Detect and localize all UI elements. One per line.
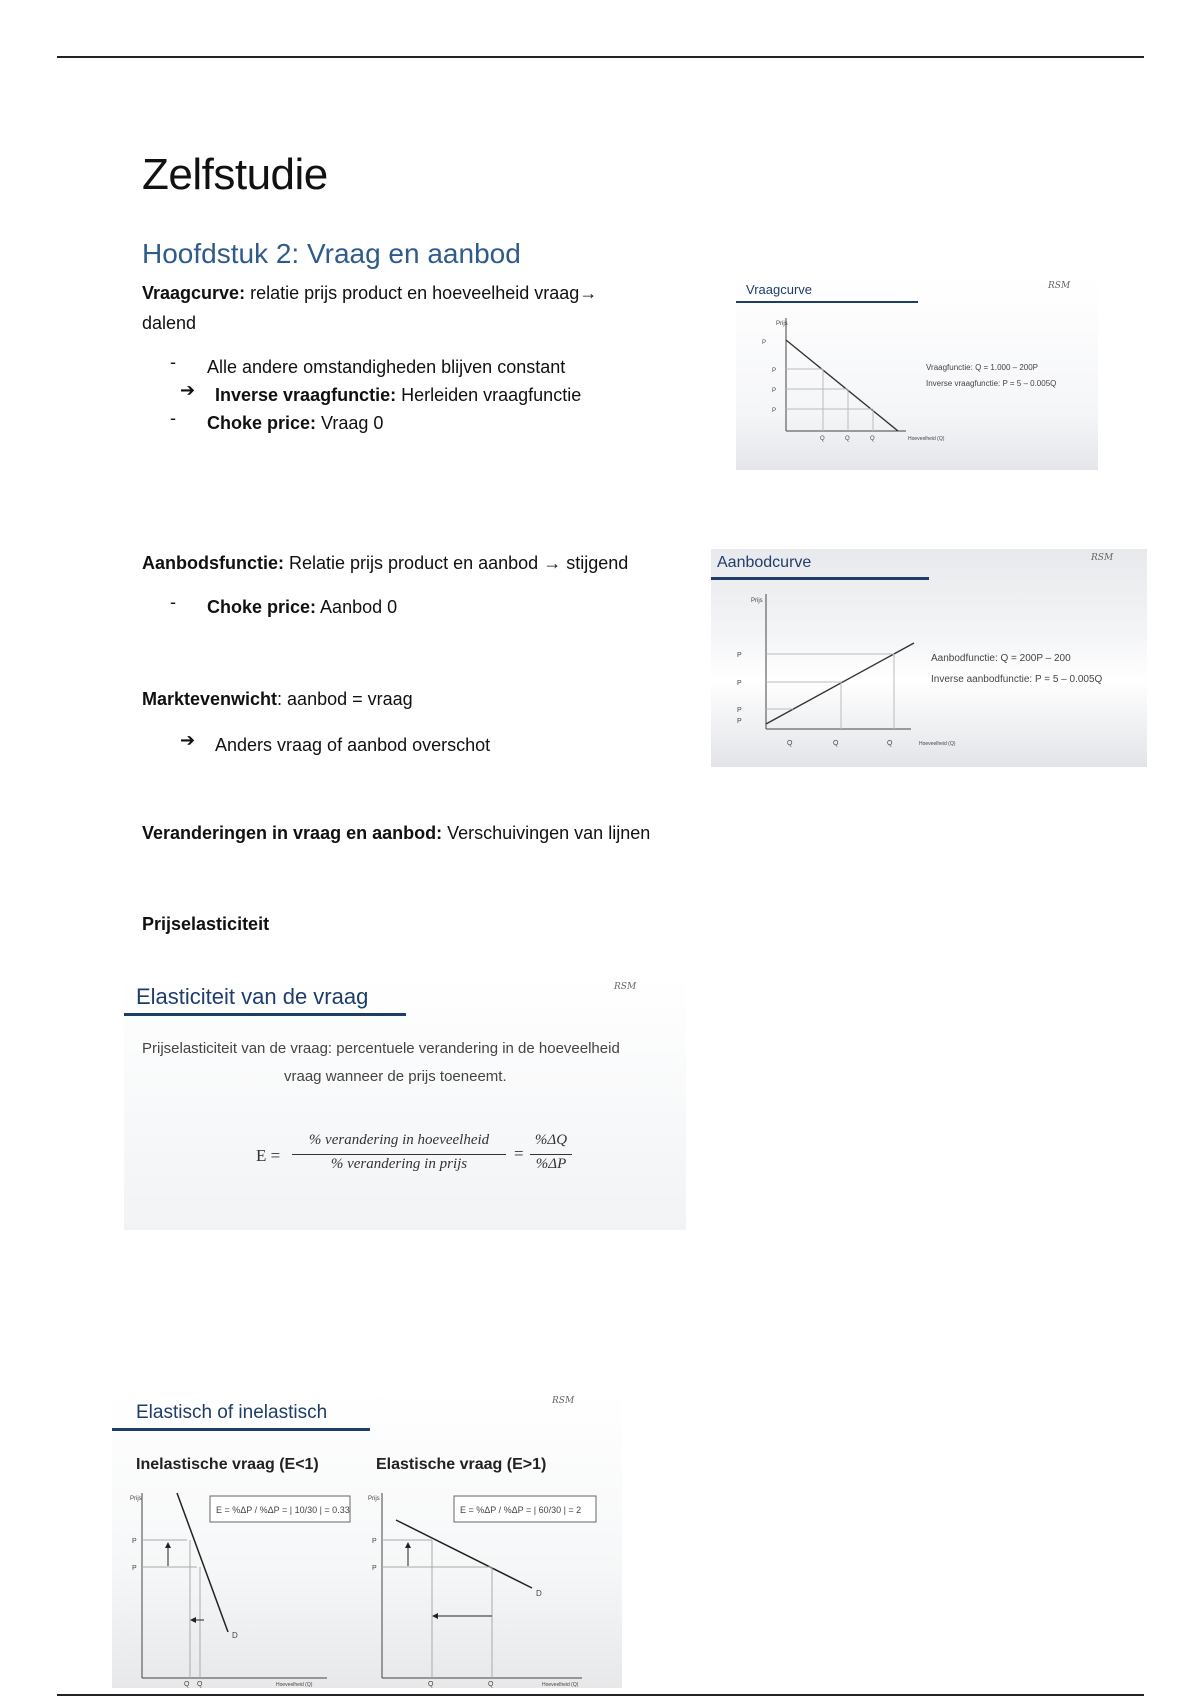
inverse-vraagfunctie — [215, 380, 581, 410]
q-label: Q — [887, 740, 893, 747]
y-axis-label: Prijs — [130, 1496, 142, 1502]
veranderingen-paragraph — [142, 818, 650, 848]
veranderingen-text: Verschuivingen van lijnen — [447, 823, 651, 843]
rsm-logo: RSM — [1048, 281, 1071, 291]
slide-title: Elasticiteit van de vraag — [136, 984, 369, 1009]
p-choke-label: P — [762, 340, 767, 346]
inverse-term: Inverse vraagfunctie: — [215, 385, 397, 405]
formula-denominator: % verandering in prijs — [330, 1156, 468, 1172]
choke-text: Vraag 0 — [321, 413, 384, 433]
marktevenwicht-paragraph — [142, 684, 413, 714]
slide-elasticiteit — [124, 972, 686, 1230]
inverse-text: Herleiden vraagfunctie — [401, 385, 582, 405]
p-label: P — [372, 1565, 377, 1572]
elastic-title: Elastische vraag (E>1) — [376, 1456, 547, 1473]
top-rule — [57, 56, 1144, 58]
inverse-vraagfunctie-formula: Inverse vraagfunctie: P = 5 – 0.005Q — [926, 379, 1057, 388]
slide-aanbodcurve — [711, 549, 1147, 767]
slide-elastisch — [112, 1388, 622, 1688]
rsm-logo: RSM — [552, 1396, 575, 1406]
marktevenwicht-term: Marktevenwicht — [142, 689, 278, 709]
inelastic-formula: E = %ΔP / %ΔP = | 10/30 | = 0.33 — [216, 1505, 350, 1515]
p-choke-label: P — [737, 718, 742, 725]
aanbodcurve-chart — [711, 549, 1147, 767]
choke-term: Choke price: — [207, 597, 317, 617]
inelastic-title: Inelastische vraag (E<1) — [136, 1456, 319, 1473]
x-axis-label: Hoeveelheid (Q) — [542, 1682, 579, 1688]
aanbodsfunctie-term: Aanbodsfunctie: — [142, 553, 284, 573]
p-label: P — [772, 408, 777, 414]
veranderingen-term: Veranderingen in vraag en aanbod: — [142, 823, 443, 843]
y-axis-label: Prijs — [776, 321, 788, 327]
inverse-aanbodfunctie-formula: Inverse aanbodfunctie: P = 5 – 0.005Q — [931, 674, 1103, 685]
marktevenwicht-text: : aanbod = vraag — [277, 689, 413, 709]
formula-rhs-bar — [530, 1154, 572, 1155]
p-label: P — [772, 388, 777, 394]
q-label: Q — [820, 436, 825, 442]
formula-lhs: E = — [256, 1146, 281, 1165]
page-title: Zelfstudie — [142, 150, 328, 199]
definition-line-2: vraag wanneer de prijs toeneemt. — [284, 1068, 507, 1085]
vraagcurve-text-2: dalend — [142, 313, 197, 333]
q-label: Q — [197, 1681, 203, 1688]
p-label: P — [737, 707, 742, 714]
arrow-icon: → — [579, 283, 598, 303]
aanbodsfunctie-text: Relatie prijs product en aanbod — [289, 553, 539, 573]
bottom-rule — [57, 1694, 1144, 1696]
vraagfunctie-formula: Vraagfunctie: Q = 1.000 – 200P — [926, 363, 1039, 372]
slide-title: Vraagcurve — [746, 282, 812, 297]
vraagcurve-term: Vraagcurve: — [142, 283, 246, 303]
p-label: P — [737, 680, 742, 687]
x-axis-label: Hoeveelheid (Q) — [908, 436, 945, 442]
y-axis-label: Prijs — [368, 1496, 380, 1502]
vraagcurve-chart — [736, 278, 1098, 470]
p-label: P — [737, 652, 742, 659]
demand-label: D — [536, 1589, 542, 1598]
aanbodsfunctie-after-arrow: stijgend — [566, 553, 629, 573]
bullet-dash: - — [170, 408, 176, 428]
aanbodsfunctie-paragraph — [142, 548, 628, 578]
formula-numerator: % verandering in hoeveelheid — [308, 1132, 490, 1148]
choke-term: Choke price: — [207, 413, 317, 433]
y-axis-label: Prijs — [751, 598, 763, 604]
p-label: P — [132, 1565, 137, 1572]
slide-title: Aanbodcurve — [717, 554, 812, 571]
choke-text: Aanbod 0 — [320, 597, 398, 617]
slide-vraagcurve — [736, 278, 1098, 470]
q-label: Q — [428, 1681, 434, 1688]
arrow-icon: ➔ — [180, 730, 196, 750]
vraagcurve-text: relatie prijs product en hoeveelheid vraag — [250, 283, 580, 303]
rsm-logo: RSM — [614, 982, 637, 992]
definition-line-1: Prijselasticiteit van de vraag: percentuele verandering in de hoeveelheid — [142, 1040, 620, 1057]
p-label: P — [772, 368, 777, 374]
q-label: Q — [845, 436, 850, 442]
q-label: Q — [870, 436, 875, 442]
aanbodfunctie-formula: Aanbodfunctie: Q = 200P – 200 — [931, 653, 1071, 664]
x-axis-label: Hoeveelheid (Q) — [276, 1682, 313, 1688]
bullet-dash: - — [170, 352, 176, 372]
prijselasticiteit-heading: Prijselasticiteit — [142, 914, 270, 934]
formula-fraction-bar — [292, 1154, 506, 1155]
p-label: P — [132, 1538, 137, 1545]
q-label: Q — [787, 740, 793, 747]
q-label: Q — [833, 740, 839, 747]
formula-rhs-numerator: %ΔQ — [534, 1132, 568, 1148]
marktevenwicht-arrow-text: Anders vraag of aanbod overschot — [215, 735, 491, 755]
formula-rhs-denominator: %ΔP — [535, 1156, 567, 1172]
choke-price-aanbod — [207, 592, 397, 622]
chapter-heading: Hoofdstuk 2: Vraag en aanbod — [142, 238, 521, 269]
demand-label: D — [232, 1631, 238, 1640]
elastisch-charts — [112, 1388, 622, 1688]
q-label: Q — [488, 1681, 494, 1688]
formula-equals: = — [514, 1144, 524, 1163]
arrow-icon: ➔ — [180, 380, 196, 400]
elastic-formula: E = %ΔP / %ΔP = | 60/30 | = 2 — [460, 1505, 582, 1515]
bullet-constant: Alle andere omstandigheden blijven constant — [207, 357, 566, 377]
choke-price-vraag — [207, 408, 383, 438]
p-label: P — [372, 1538, 377, 1545]
q-label: Q — [184, 1681, 190, 1688]
x-axis-label: Hoeveelheid (Q) — [919, 741, 956, 747]
bullet-dash: - — [170, 592, 176, 612]
slide-title: Elastisch of inelastisch — [136, 1402, 328, 1423]
rsm-logo: RSM — [1091, 553, 1114, 563]
slide-title-underline — [124, 1013, 406, 1016]
arrow-icon: → — [543, 553, 562, 573]
vraagcurve-paragraph — [142, 278, 682, 338]
